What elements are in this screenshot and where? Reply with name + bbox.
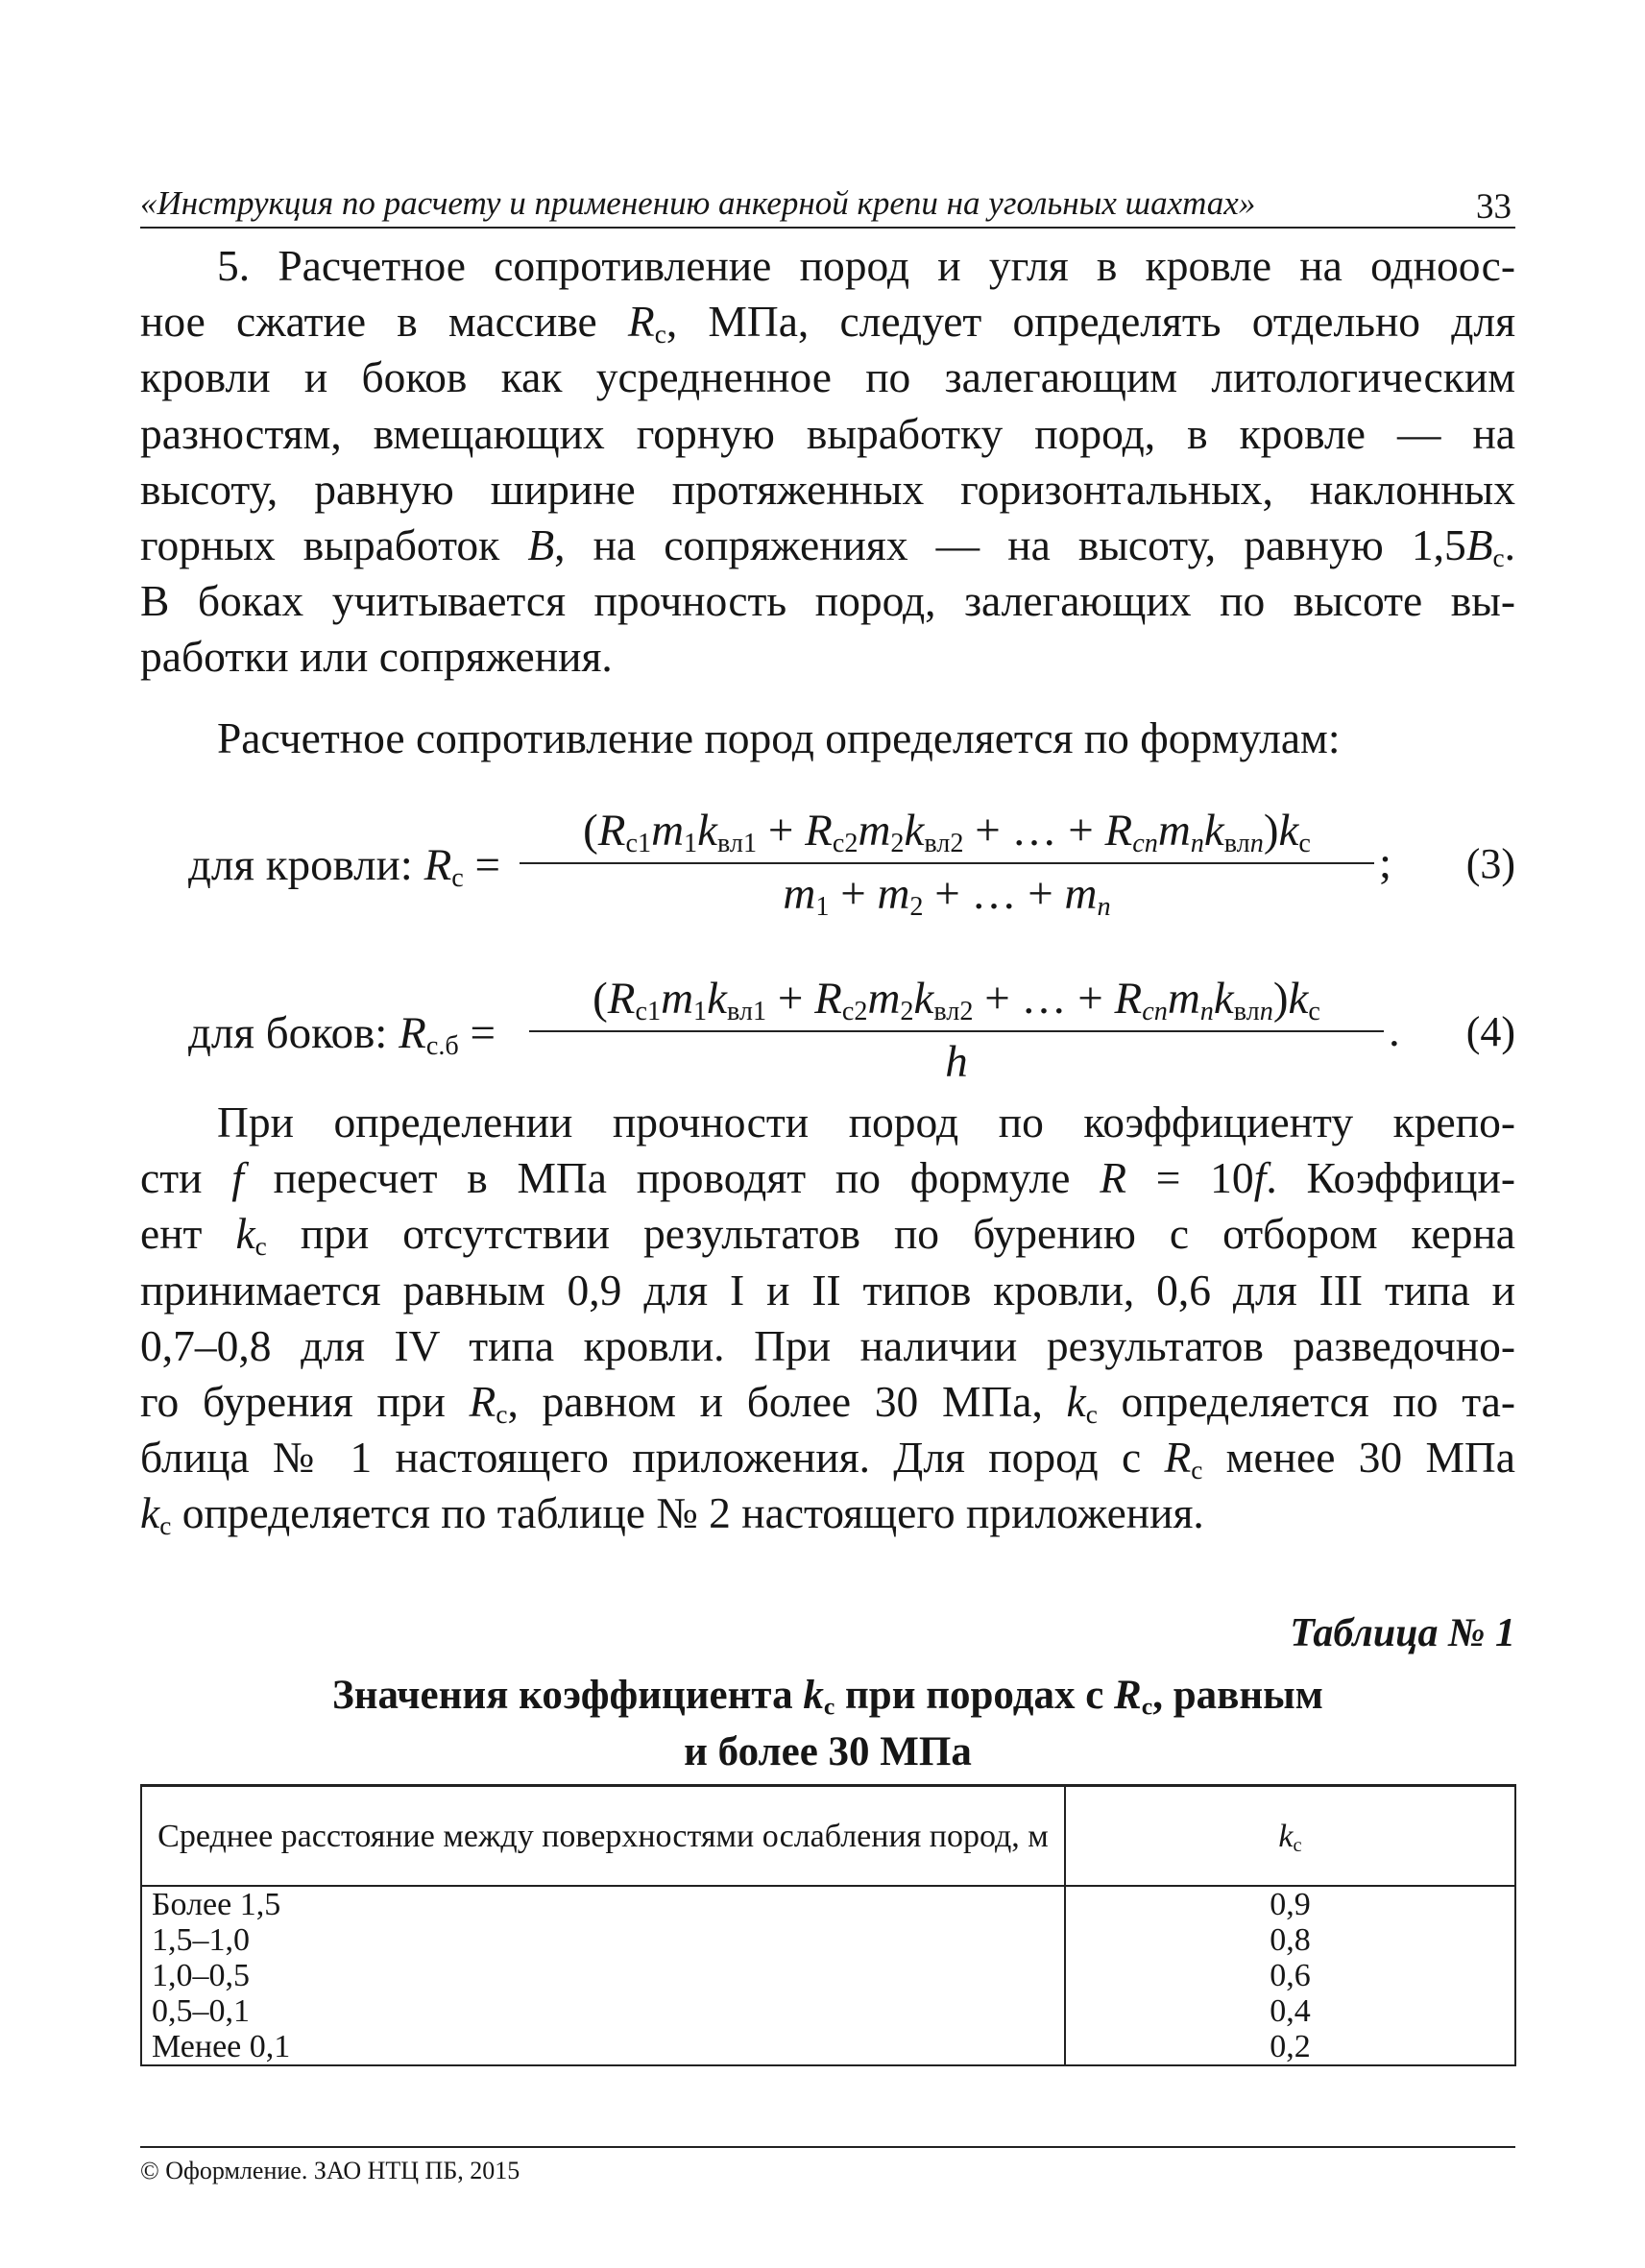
table-header-distance: Среднее расстояние между поверхностями ослабления пород, м [141,1786,1065,1887]
footer-divider [140,2146,1515,2148]
table-header-kc: $k_с$ [1065,1786,1515,1887]
formula-3: для кровли: $R_с$ = ($R_{с1}m_1k_{вл1} + R_{с2}m_2k_{вл2}$ + … + $R_{сn}m_nk_{влn})k_с$ $m_1 + m_2$ + … + $m_n$ ; (3) [188,806,1515,923]
table-row: Более 1,5 0,9 [141,1886,1515,1922]
formula-4-fraction: ($R_{с1}m_1k_{вл1} + R_{с2}m_2k_{вл2}$ + … + $R_{сn}m_nk_{влn})k_с$ h [529,973,1384,1088]
formula-4: для боков: $R_{с.б}$ = ($R_{с1}m_1k_{вл1} + R_{с2}m_2k_{вл2}$ + … + $R_{сn}m_nk_{влn})k_с$ h . (4) [188,974,1515,1087]
kc-values-table [140,1784,1516,2066]
page-number: 33 [1476,187,1512,227]
footer-copyright: © Оформление. ЗАО НТЦ ПБ, 2015 [140,2157,520,2184]
document-title: «Инструкция по расчету и применению анкерной крепи на угольных шахтах» [140,184,1256,222]
running-header [140,181,1515,229]
paragraph-formulas-intro: Расчетное сопротивление пород определяется по формулам: [217,713,1341,762]
table-row: Менее 0,1 0,2 [141,2029,1515,2065]
table-title: Значения коэффициента $k_с$ при породах с $R_с$, равным и более 30 МПа [332,1673,1323,1774]
formula-3-fraction: ($R_{с1}m_1k_{вл1} + R_{с2}m_2k_{вл2}$ + … + $R_{сn}m_nk_{влn})k_с$ $m_1 + m_2$ + … + $m_n$ [520,805,1374,920]
table-number: Таблица № 1 [1290,1611,1515,1655]
table-row: 0,5–0,1 0,4 [141,1993,1515,2029]
formula-3-number: (3) [1465,840,1515,887]
formula-4-number: (4) [1465,1008,1515,1055]
paragraph-5: 5. Расчетное сопротивление пород и угля в кровле на одноос- ное сжатие в массиве $R_с$, МПа, следует определять отдельно для кровли и боков как усредненное по залегающим литологическим разностям, вмещающих горную выработку пород, в кровле — на высоту, равную ширине протяженных горизонтальных, наклонных горных выработок B, на сопряжениях — на высоту, равную $1,5B_с$. В боках учитывается прочность пород, залегающих по высоте вы- работки или сопряжения. [140,241,1515,682]
table-row: 1,5–1,0 0,8 [141,1922,1515,1958]
paragraph-strength: При определении прочности пород по коэффициенту крепо- сти f пересчет в МПа проводят по формуле R = 10f. Коэффици- ент $k_с$ при отсутствии результатов по бурению с отбором керна принимается равным 0,9 для I и II типов кровли, 0,6 для III типа и 0,7–0,8 для IV типа кровли. При наличии результатов разведочно- го бурения при $R_с$, равном и более 30 МПа, $k_с$ определяется по та- блица № 1 настоящего приложения. Для пород с $R_с$ менее 30 МПа $k_с$ определяется по таблице № 2 настоящего приложения. [140,1098,1516,1541]
table-row: 1,0–0,5 0,6 [141,1958,1515,1993]
